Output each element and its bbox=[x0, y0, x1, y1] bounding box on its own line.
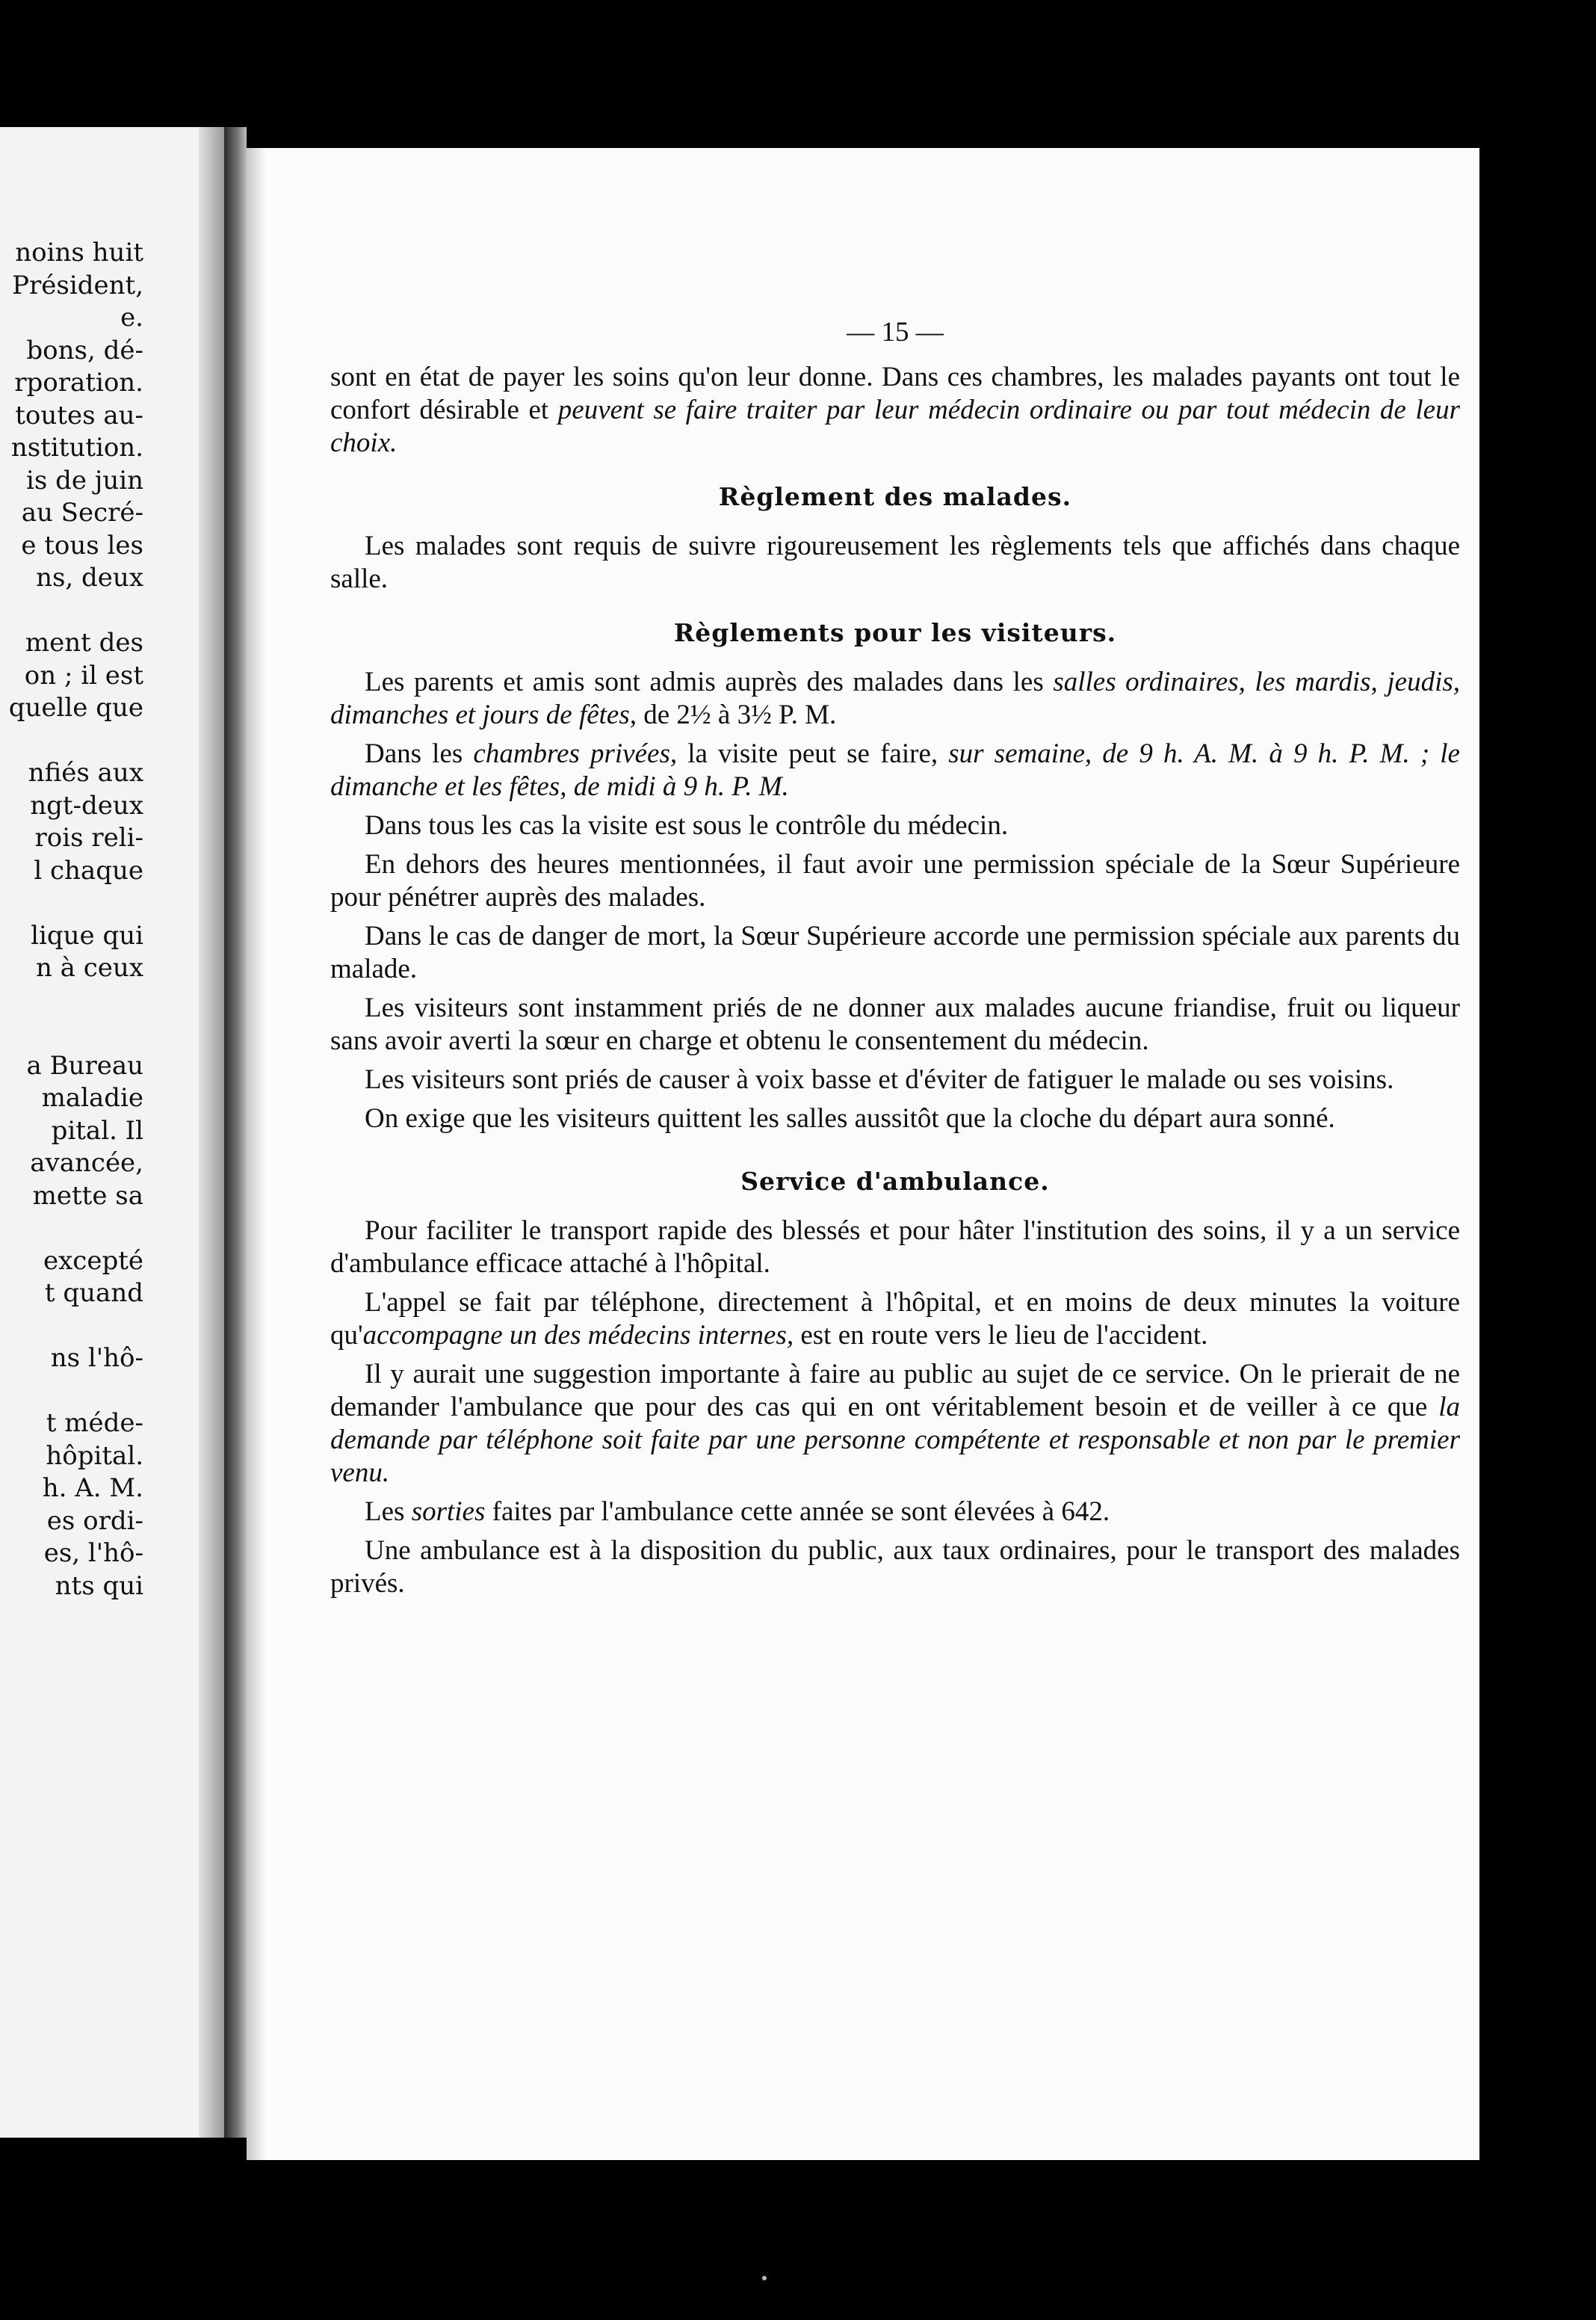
facing-page-line: rois reli- bbox=[34, 823, 143, 853]
italic-text: accompagne un des médecins internes, bbox=[362, 1320, 794, 1351]
visitor-rule-paragraph bbox=[330, 809, 1460, 842]
facing-page-line: ns l'hô- bbox=[50, 1343, 143, 1373]
facing-page-line: lique qui bbox=[31, 920, 143, 951]
facing-page-line: bons, dé- bbox=[26, 335, 143, 365]
facing-page-line: on ; il est bbox=[24, 660, 143, 691]
text-run: est en route vers le lieu de l'accident. bbox=[794, 1320, 1208, 1351]
facing-page-line: t méde- bbox=[46, 1408, 143, 1438]
text-run: Dans tous les cas la visite est sous le contrôle du médecin. bbox=[365, 810, 1009, 841]
facing-page-line: au Secré- bbox=[21, 498, 143, 528]
text-run: En dehors des heures mentionnées, il faut avoir une permission spéciale de la Sœur Supérieure pour pénétrer auprès des malades. bbox=[330, 849, 1460, 913]
facing-page-line: excepté bbox=[43, 1245, 143, 1276]
facing-page-line: h. A. M. bbox=[42, 1473, 143, 1503]
italic-text: la demande par téléphone soit faite par une personne compétente et responsable et non par le premier venu. bbox=[330, 1392, 1460, 1488]
facing-page-line: pital. Il bbox=[51, 1115, 143, 1146]
text-run: Dans le cas de danger de mort, la Sœur Supérieure accorde une permission spéciale aux parents du malade. bbox=[330, 921, 1460, 984]
visitor-rules-section bbox=[330, 666, 1460, 1135]
italic-text: sorties bbox=[411, 1496, 486, 1527]
italic-text: salles ordinaires, les mardis, jeudis, dimanches et jours de fêtes, bbox=[330, 667, 1460, 730]
italic-text: sur semaine, de 9 h. A. M. à 9 h. P. M. ; le dimanche et les fêtes, de midi à 9 h. P. M. bbox=[330, 738, 1460, 802]
patients-rules-paragraph: Les malades sont requis de suivre rigoureusement les règlements tels que affichés dans chaque salle. bbox=[330, 531, 1460, 594]
facing-page-line: nts qui bbox=[55, 1570, 143, 1601]
ambulance-paragraph bbox=[330, 1496, 1460, 1528]
facing-page-line: es ordi- bbox=[46, 1505, 143, 1536]
ambulance-paragraph bbox=[330, 1534, 1460, 1600]
ambulance-paragraph bbox=[330, 1286, 1460, 1352]
heading-reglements-visiteurs: Règlements pour les visiteurs. bbox=[673, 618, 1117, 647]
facing-page-fragment bbox=[0, 127, 224, 2138]
facing-page-line: a Bureau bbox=[26, 1050, 143, 1081]
visitor-rule-paragraph bbox=[330, 920, 1460, 986]
heading-service-ambulance: Service d'ambulance. bbox=[740, 1167, 1050, 1196]
italic-text: peuvent se faire traiter par leur médecin ordinaire ou par tout médecin de leur choix. bbox=[330, 395, 1460, 458]
facing-page-line: Président, bbox=[12, 270, 143, 300]
ambulance-paragraph bbox=[330, 1215, 1460, 1280]
facing-page-line: nfiés aux bbox=[28, 758, 143, 788]
text-run: sont en état de payer les soins qu'on leur donne. Dans ces chambres, les malades payants ont tout le confort désirable et bbox=[330, 362, 1460, 425]
intro-paragraph bbox=[330, 361, 1460, 460]
page-number: — 15 — bbox=[847, 317, 944, 348]
text-run: Dans les bbox=[365, 738, 474, 769]
ambulance-section bbox=[330, 1215, 1460, 1600]
text-run: Il y aurait une suggestion importante à faire au public au sujet de ce service. On le prierait de ne demander l'ambulance que pour des cas qui en ont véritablement besoin et de veiller à ce que bbox=[330, 1359, 1460, 1422]
facing-page-line: maladie bbox=[41, 1083, 143, 1113]
visitor-rule-paragraph bbox=[330, 1064, 1460, 1096]
page-15 bbox=[247, 148, 1479, 2160]
scan-speck bbox=[762, 2276, 767, 2280]
facing-page-line: e. bbox=[120, 303, 143, 333]
facing-page-line: l chaque bbox=[34, 855, 143, 886]
visitor-rule-paragraph bbox=[330, 1102, 1460, 1135]
facing-page-line: avancée, bbox=[30, 1148, 143, 1178]
book-spine bbox=[224, 127, 247, 2138]
text-run: Pour faciliter le transport rapide des blessés et pour hâter l'institution des soins, il y a un service d'ambulance efficace attaché à l'hôpital. bbox=[330, 1215, 1460, 1279]
text-run: Les visiteurs sont instamment priés de ne donner aux malades aucune friandise, fruit ou liqueur sans avoir averti la sœur en charge et obtenu le consentement du médecin. bbox=[330, 993, 1460, 1056]
text-run: de 2½ à 3½ P. M. bbox=[637, 700, 837, 730]
facing-page-line: mette sa bbox=[32, 1180, 143, 1211]
facing-page-line: e tous les bbox=[21, 530, 143, 561]
text-run: Une ambulance est à la disposition du public, aux taux ordinaires, pour le transport des malades privés. bbox=[330, 1535, 1460, 1599]
visitor-rule-paragraph bbox=[330, 848, 1460, 914]
facing-page-line: ngt-deux bbox=[30, 790, 143, 821]
facing-page-line: is de juin bbox=[25, 465, 143, 496]
facing-page-line: quelle que bbox=[8, 693, 143, 723]
visitor-rule-paragraph bbox=[330, 992, 1460, 1058]
ambulance-paragraph bbox=[330, 1358, 1460, 1490]
facing-page-line: es, l'hô- bbox=[43, 1538, 143, 1568]
text-run: la visite peut se faire, bbox=[677, 738, 949, 769]
facing-page-line: t quand bbox=[44, 1278, 143, 1308]
facing-page-line: toutes au- bbox=[15, 400, 143, 431]
text-run: faites par l'ambulance cette année se sont élevées à 642. bbox=[485, 1496, 1110, 1527]
heading-reglement-malades: Règlement des malades. bbox=[718, 482, 1072, 511]
visitor-rule-paragraph bbox=[330, 738, 1460, 803]
text-run: Les visiteurs sont priés de causer à voix basse et d'éviter de fatiguer le malade ou ses voisins. bbox=[365, 1064, 1394, 1095]
facing-page-line: noins huit bbox=[15, 238, 143, 268]
italic-text: chambres privées, bbox=[473, 738, 678, 769]
facing-page-line: hôpital. bbox=[46, 1440, 143, 1471]
visitor-rule-paragraph bbox=[330, 666, 1460, 732]
text-run: Les parents et amis sont admis auprès des malades dans les bbox=[365, 667, 1054, 697]
facing-page-line: ment des bbox=[25, 628, 143, 658]
page-content bbox=[330, 316, 1460, 1600]
page-gutter-shadow bbox=[199, 127, 224, 2138]
facing-page-line: ns, deux bbox=[36, 563, 143, 593]
facing-page-line: rporation. bbox=[14, 368, 143, 398]
page-edge-shadow bbox=[247, 148, 266, 2160]
text-run: Les bbox=[365, 1496, 412, 1527]
text-run: L'appel se fait par téléphone, directement à l'hôpital, et en moins de deux minutes la voiture qu' bbox=[330, 1287, 1460, 1351]
facing-page-line: n à ceux bbox=[35, 953, 143, 983]
facing-page-line: nstitution. bbox=[10, 433, 143, 463]
text-run: On exige que les visiteurs quittent les salles aussitôt que la cloche du départ aura sonné. bbox=[365, 1103, 1335, 1134]
